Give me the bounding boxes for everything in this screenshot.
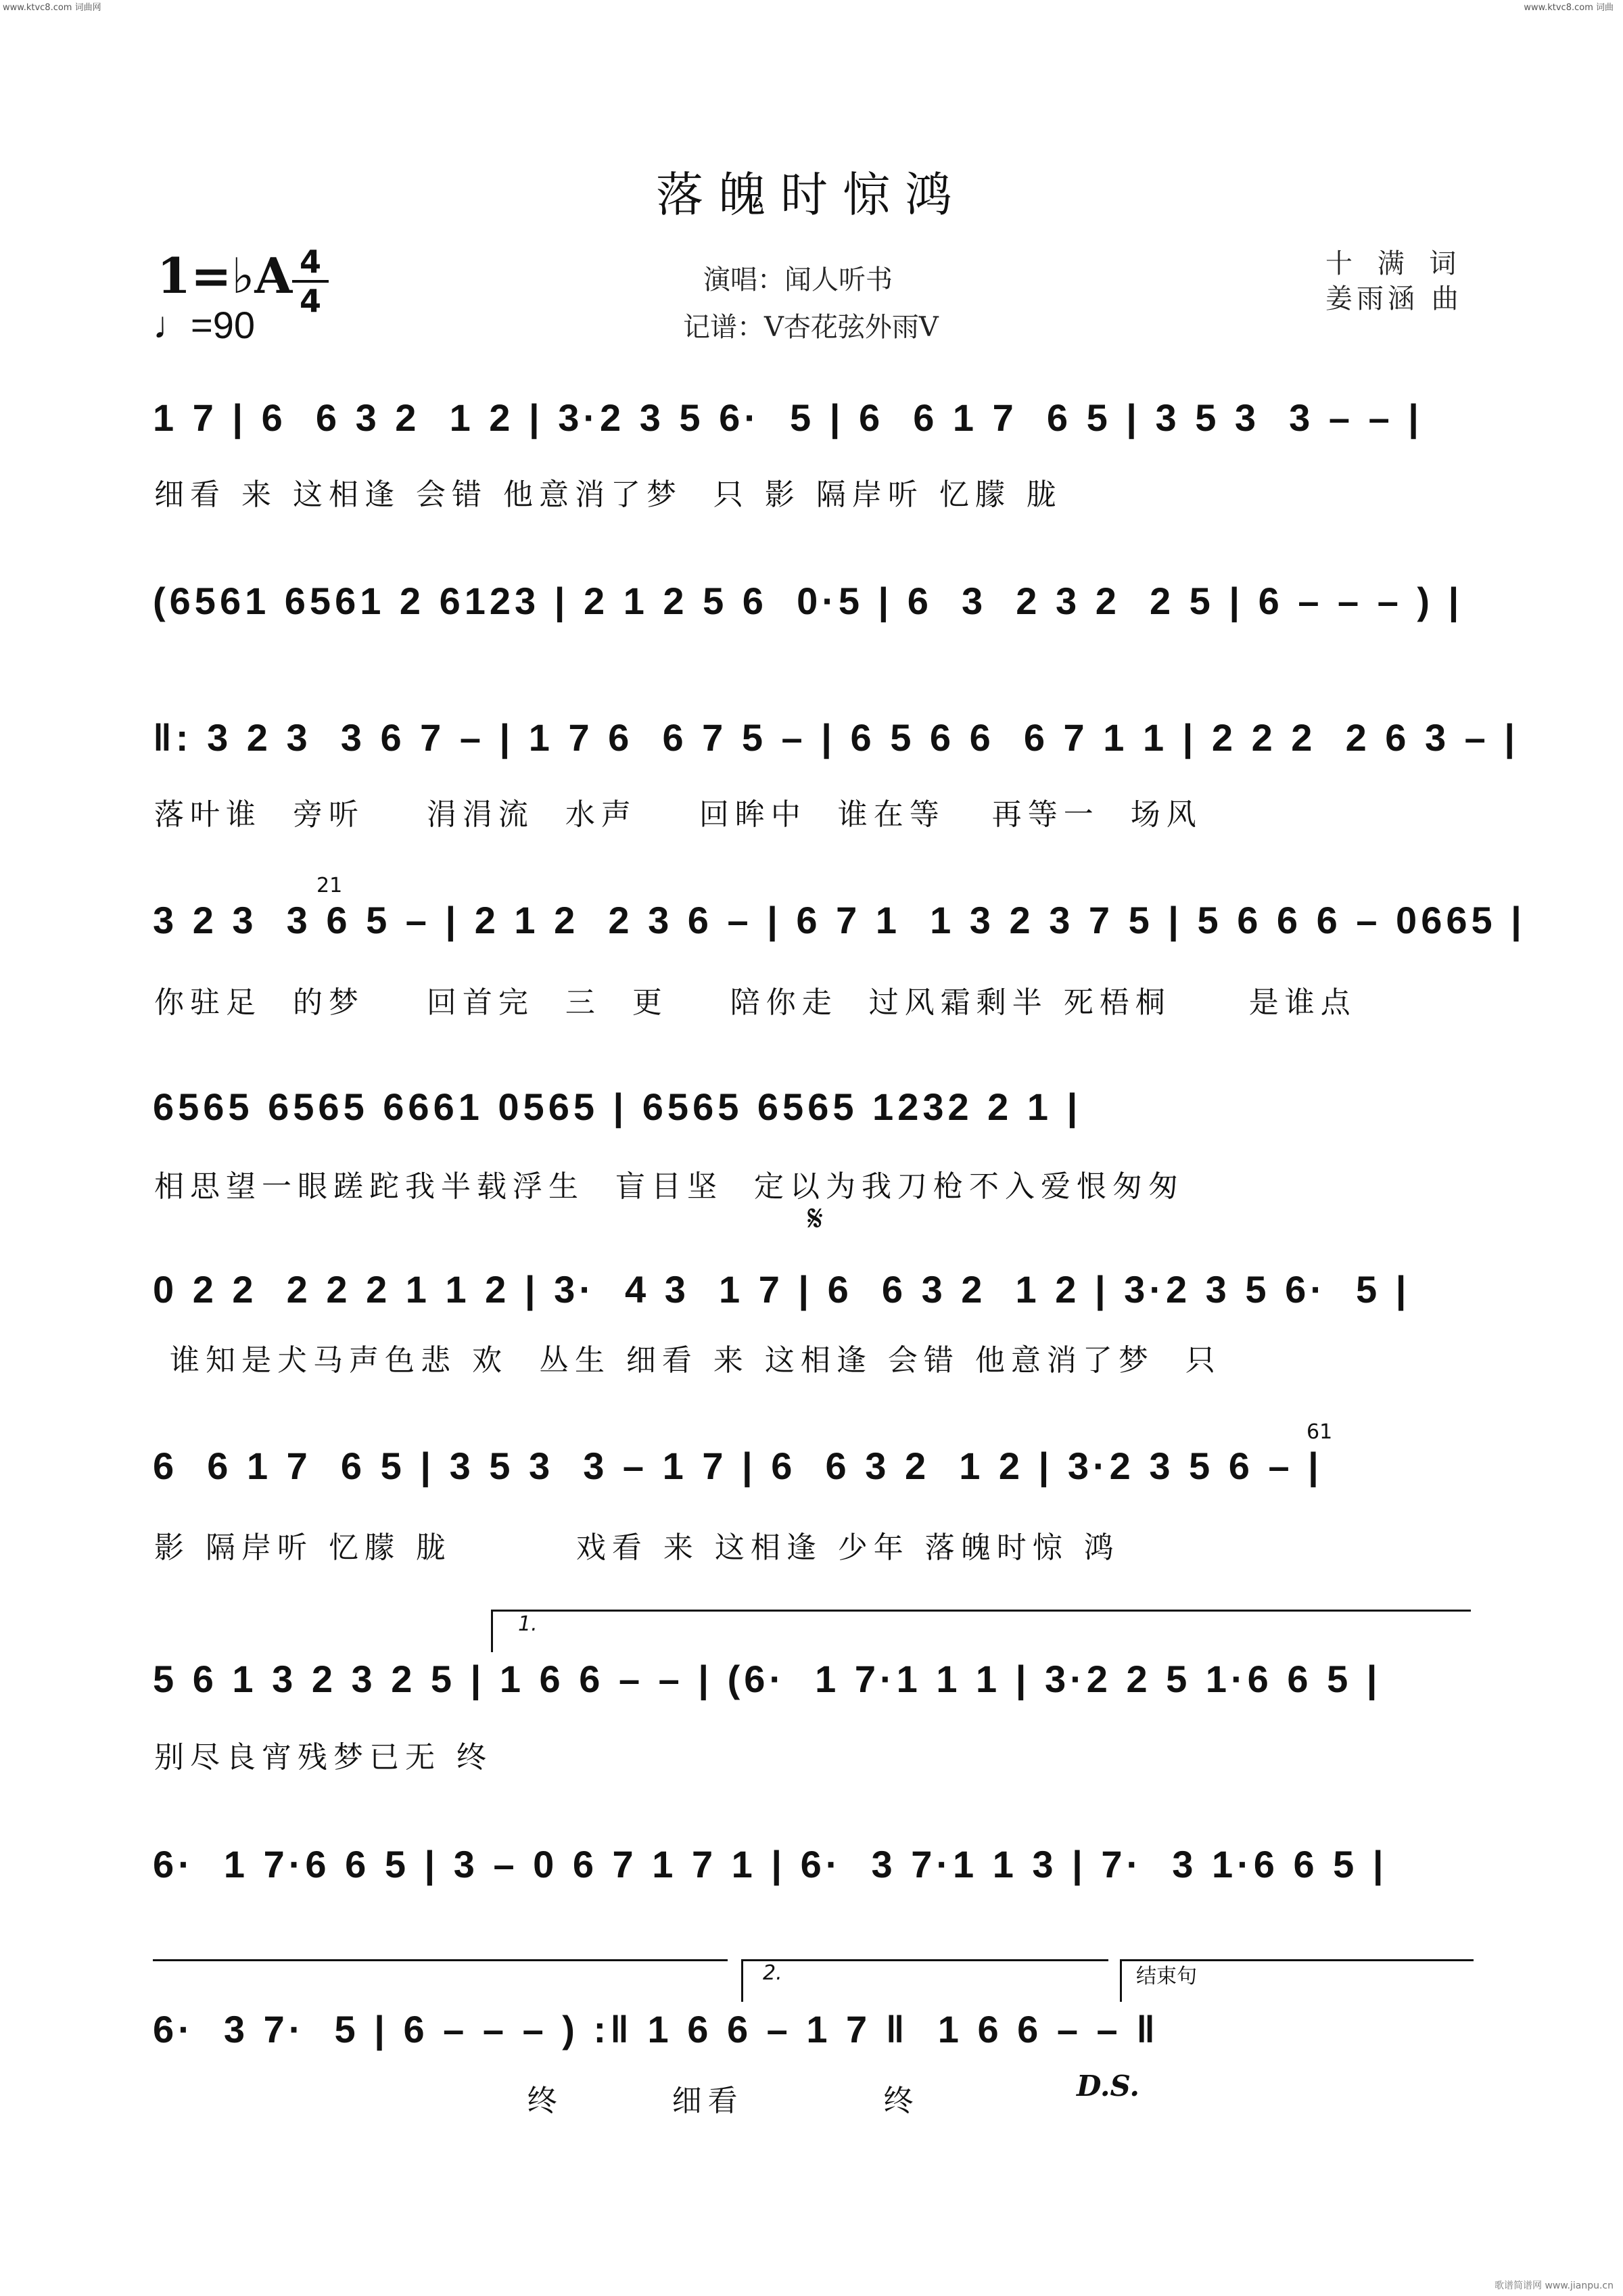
grace-note-61: 61 bbox=[1307, 1420, 1333, 1444]
lyric-line-3: 落叶谁 旁听 涓涓流 水声 回眸中 谁在等 再等一 场风 bbox=[154, 797, 1202, 832]
lyric-line-10: 终 细看 终 bbox=[154, 2084, 920, 2118]
time-signature-bottom: 4 bbox=[299, 283, 321, 319]
segno-sign: 𝄋 bbox=[807, 1197, 824, 1240]
lyric-line-6: 谁知是犬马声色悲 欢 丛生 细看 来 这相逢 会错 他意消了梦 只 bbox=[154, 1343, 1221, 1378]
song-title: 落魄时惊鸿 bbox=[656, 167, 967, 222]
lyricist-credit: 十 满 词 bbox=[1325, 248, 1465, 279]
lyric-line-1: 细看 来 这相逢 会错 他意消了梦 只 影 隔岸听 忆朦 胧 bbox=[154, 477, 1062, 512]
transcriber-credit: 记谱：V杏花弦外雨V bbox=[683, 312, 939, 343]
tempo-marking: ♩=90 bbox=[153, 304, 255, 346]
time-signature bbox=[292, 245, 329, 318]
score-line-6: 0 2 2 2 2 2 1 1 2 | 3· 4 3 1 7 | 6 6 3 2 1 2 | 3·2 3 5 6· 5 | bbox=[153, 1267, 1411, 1311]
ending-label: 结束句 bbox=[1136, 1965, 1197, 1988]
score-line-9: 6· 1 7·6 6 5 | 3 – 0 6 7 1 7 1 | 6· 3 7·1 1 3 | 7· 3 1·6 6 5 | bbox=[153, 1842, 1388, 1885]
score-line-1: 1 7 | 6 6 3 2 1 2 | 3·2 3 5 6· 5 | 6 6 1 7 6 5 | 3 5 3 3 – – | bbox=[153, 396, 1423, 439]
score-line-4: 3 2 3 3 6 5 – | 2 1 2 2 3 6 – | 6 7 1 1 3 2 3 7 5 | 5 6 6 6 – 0665 | bbox=[153, 898, 1526, 941]
score-line-10: 6· 3 7· 5 | 6 – – – ) :‖ 1 6 6 – 1 7 ‖ 1 6 6 – – ‖ bbox=[153, 2007, 1160, 2051]
volta-label-2: 2. bbox=[763, 1961, 782, 1985]
grace-note-21: 21 bbox=[316, 874, 343, 897]
lyric-line-8: 别尽良宵残梦已无 终 bbox=[154, 1740, 492, 1775]
composer-credit: 姜雨涵 曲 bbox=[1325, 283, 1463, 314]
score-line-2: (6561 6561 2 6123 | 2 1 2 5 6 0·5 | 6 3 2 3 2 2 5 | 6 – – – ) | bbox=[153, 579, 1463, 622]
ds-marking: D.S. bbox=[1077, 2069, 1140, 2103]
score-line-5: 6565 6565 6661 0565 | 6565 6565 1232 2 1 | bbox=[153, 1085, 1082, 1128]
footer-watermark: 歌谱简谱网 www.jianpu.cn bbox=[1495, 2280, 1614, 2291]
site-label-left: www.ktvc8.com 词曲网 bbox=[3, 3, 101, 13]
site-label-right: www.ktvc8.com 词曲 bbox=[1524, 3, 1614, 13]
repeat-bracket-line bbox=[153, 1959, 728, 1961]
score-line-7: 6 6 1 7 6 5 | 3 5 3 3 – 1 7 | 6 6 3 2 1 2 | 3·2 3 5 6 – | bbox=[153, 1444, 1323, 1487]
time-signature-top: 4 bbox=[299, 243, 321, 280]
volta-label-1: 1. bbox=[518, 1612, 538, 1636]
key-signature: 1=♭A bbox=[157, 247, 293, 304]
singer-credit: 演唱：闻人听书 bbox=[703, 264, 893, 296]
lyric-line-5: 相思望一眼蹉跎我半载浮生 盲目坚 定以为我刀枪不入爱恨匆匆 bbox=[154, 1169, 1184, 1204]
lyric-line-7: 影 隔岸听 忆朦 胧 戏看 来 这相逢 少年 落魄时惊 鸿 bbox=[154, 1530, 1120, 1565]
lyric-line-4: 你驻足 的梦 回首完 三 更 陪你走 过风霜剩半 死梧桐 是谁点 bbox=[154, 985, 1357, 1020]
score-line-8: 5 6 1 3 2 3 2 5 | 1 6 6 – – | (6· 1 7·1 1 1 | 3·2 2 5 1·6 6 5 | bbox=[153, 1657, 1382, 1700]
score-line-3: ‖: 3 2 3 3 6 7 – | 1 7 6 6 7 5 – | 6 5 6 6 6 7 1 1 | 2 2 2 2 6 3 – | bbox=[153, 716, 1520, 759]
